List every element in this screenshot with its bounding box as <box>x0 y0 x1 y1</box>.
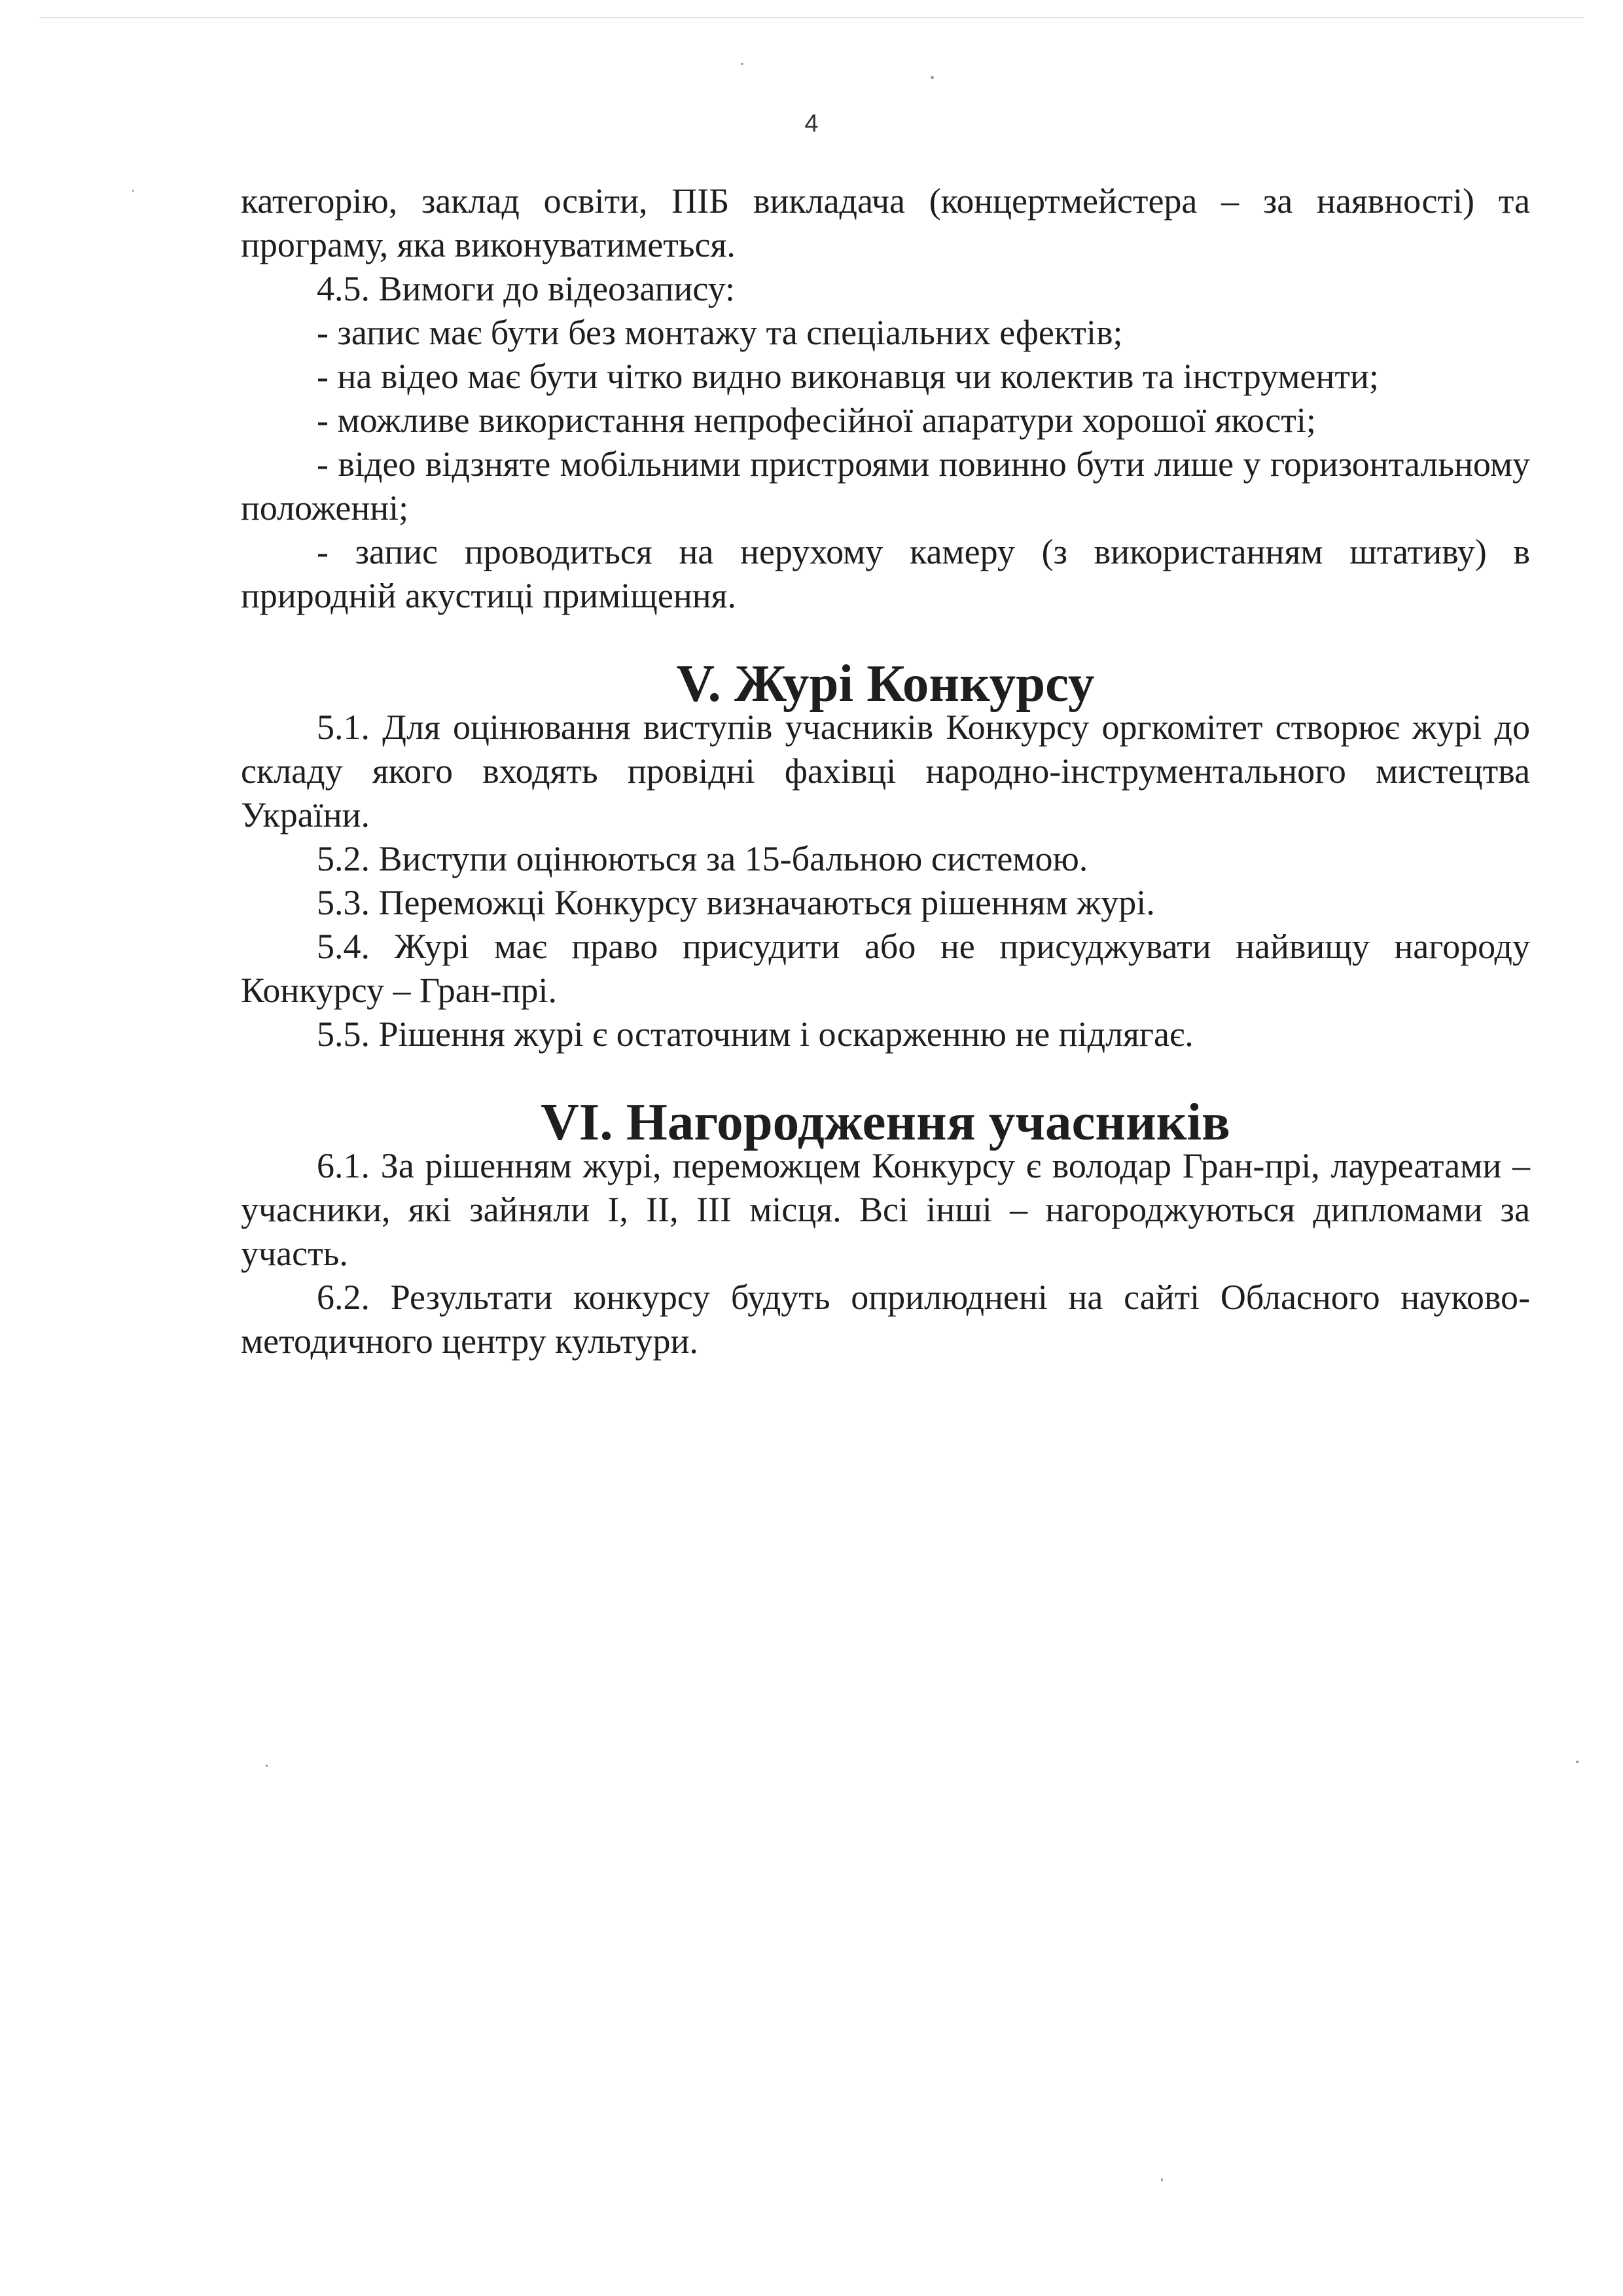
video-requirement-item: - запис проводиться на нерухому камеру (з використанням штативу) в природній акустиці приміщення. <box>241 532 1530 615</box>
section-heading-jury: V. Журі Конкурсу <box>676 654 1095 713</box>
page-number: 4 <box>804 110 819 137</box>
paragraph-5-2: 5.2. Виступи оцінюються за 15-бальною системою. <box>317 839 1088 878</box>
paragraph-4-5: 4.5. Вимоги до відеозапису: <box>317 269 735 308</box>
video-requirement-item: - відео відзняте мобільними пристроями повинно бути лише у горизонтальному положенні; <box>241 444 1530 528</box>
scan-speck <box>741 63 743 65</box>
paragraph-5-4: 5.4. Журі має право присудити або не присуджувати найвищу нагороду Конкурсу – Гран-прі. <box>241 927 1530 1010</box>
video-requirement-item: - запис має бути без монтажу та спеціальних ефектів; <box>317 313 1123 352</box>
scan-speck <box>132 190 134 192</box>
paragraph-6-1: 6.1. За рішенням журі, переможцем Конкурсу є володар Гран-прі, лауреатами – учасники, які зайняли І, ІІ, ІІІ місця. Всі інші – нагороджуються дипломами за участь. <box>241 1146 1530 1273</box>
paragraph-5-5: 5.5. Рішення журі є остаточним і оскарженню не підлягає. <box>317 1014 1194 1054</box>
section-heading-awards: VI. Нагородження учасників <box>541 1092 1230 1151</box>
video-requirement-item: - можливе використання непрофесійної апаратури хорошої якості; <box>317 401 1316 440</box>
scan-speck <box>1576 1761 1578 1763</box>
paragraph-categories: категорію, заклад освіти, ПІБ викладача (концертмейстера – за наявності) та програму, яка виконуватиметься. <box>241 181 1530 264</box>
paragraph-5-3: 5.3. Переможці Конкурсу визначаються рішенням журі. <box>317 883 1155 922</box>
document-body <box>241 179 1530 1363</box>
scan-speck <box>1161 2178 1163 2181</box>
scan-top-edge <box>39 17 1584 18</box>
paragraph-5-1: 5.1. Для оцінювання виступів учасників Конкурсу оргкомітет створює журі до складу якого входять провідні фахівці народно-інструментального мистецтва України. <box>241 708 1530 834</box>
scan-speck <box>931 76 934 79</box>
scan-speck <box>266 1765 268 1767</box>
video-requirement-item: - на відео має бути чітко видно виконавця чи колектив та інструменти; <box>317 357 1379 396</box>
paragraph-6-2: 6.2. Результати конкурсу будуть оприлюднені на сайті Обласного науково-методичного центру культури. <box>241 1278 1530 1361</box>
